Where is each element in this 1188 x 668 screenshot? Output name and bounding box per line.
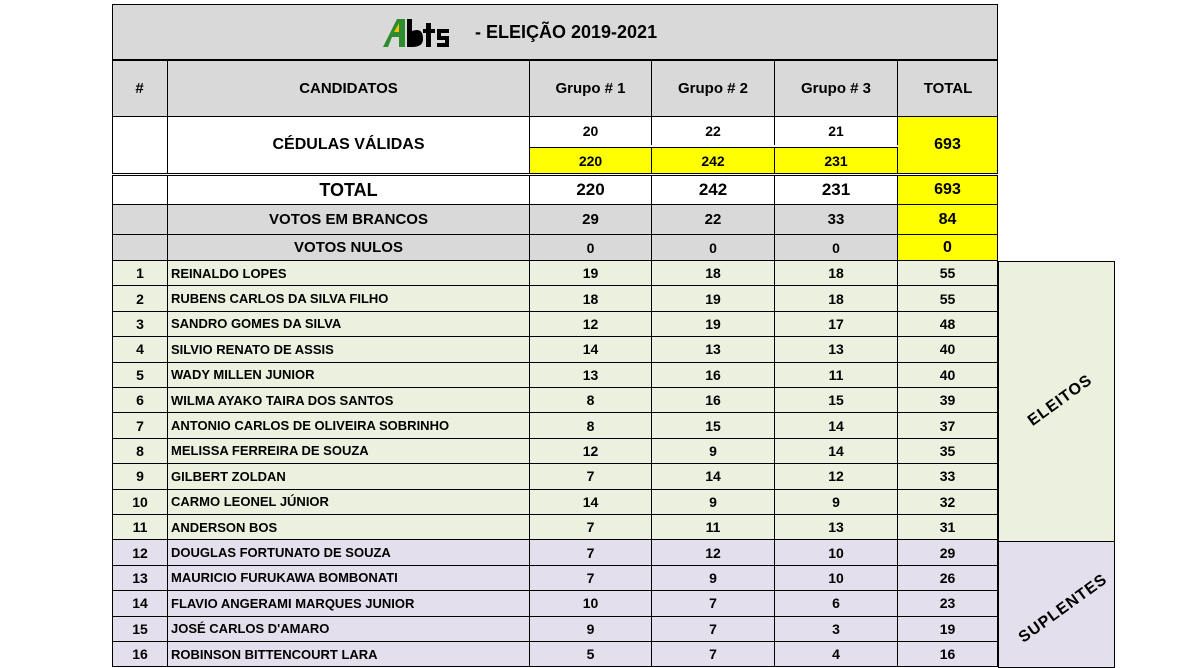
votes-grupo-2: 11 — [652, 515, 775, 540]
votes-total: 35 — [898, 439, 998, 464]
row-number: 8 — [112, 439, 168, 464]
cedulas-total: 693 — [898, 117, 997, 173]
nulos-total: 0 — [898, 235, 997, 260]
total-g1: 220 — [530, 175, 652, 205]
row-number: 5 — [112, 363, 168, 388]
title-bar — [112, 4, 998, 60]
row-number: 13 — [112, 566, 168, 591]
total-num — [112, 175, 168, 205]
row-number: 3 — [112, 312, 168, 337]
header-candidates: CANDIDATOS — [168, 60, 530, 117]
candidate-name: MAURICIO FURUKAWA BOMBONATI — [168, 566, 530, 591]
cedulas-g3-bottom: 231 — [775, 147, 898, 173]
votes-grupo-3: 10 — [775, 566, 898, 591]
nulos-g2: 0 — [652, 235, 775, 260]
candidate-name: REINALDO LOPES — [168, 261, 530, 286]
votes-grupo-3: 14 — [775, 439, 898, 464]
votes-grupo-1: 9 — [530, 617, 652, 642]
votes-grupo-1: 10 — [530, 591, 652, 616]
candidate-name: ANDERSON BOS — [168, 515, 530, 540]
votes-grupo-1: 14 — [530, 337, 652, 362]
votes-total: 29 — [898, 540, 998, 565]
votes-total: 26 — [898, 566, 998, 591]
votes-total: 23 — [898, 591, 998, 616]
row-number: 4 — [112, 337, 168, 362]
votes-total: 39 — [898, 388, 998, 413]
nulos-g1: 0 — [530, 235, 652, 260]
row-number: 16 — [112, 642, 168, 667]
votes-grupo-1: 7 — [530, 540, 652, 565]
votes-grupo-3: 18 — [775, 261, 898, 286]
nulos-g3: 0 — [775, 235, 898, 260]
abts-logo — [383, 15, 471, 49]
votes-total: 32 — [898, 490, 998, 515]
votes-grupo-2: 12 — [652, 540, 775, 565]
candidate-name: SANDRO GOMES DA SILVA — [168, 312, 530, 337]
votes-grupo-2: 13 — [652, 337, 775, 362]
nulos-num — [112, 235, 168, 260]
candidate-name: JOSÉ CARLOS D'AMARO — [168, 617, 530, 642]
votes-grupo-1: 7 — [530, 464, 652, 489]
row-number: 12 — [112, 540, 168, 565]
votes-grupo-2: 16 — [652, 363, 775, 388]
row-number: 15 — [112, 617, 168, 642]
votes-grupo-1: 18 — [530, 286, 652, 311]
candidate-name: ROBINSON BITTENCOURT LARA — [168, 642, 530, 667]
candidate-name: WADY MILLEN JUNIOR — [168, 363, 530, 388]
candidate-name: DOUGLAS FORTUNATO DE SOUZA — [168, 540, 530, 565]
votes-total: 31 — [898, 515, 998, 540]
suplentes-group — [998, 542, 1115, 668]
header-grupo-1: Grupo # 1 — [530, 60, 652, 117]
votes-grupo-1: 5 — [530, 642, 652, 667]
header-num: # — [112, 60, 168, 117]
votes-grupo-3: 11 — [775, 363, 898, 388]
votes-grupo-1: 12 — [530, 312, 652, 337]
votes-grupo-2: 7 — [652, 617, 775, 642]
candidate-name: MELISSA FERREIRA DE SOUZA — [168, 439, 530, 464]
votes-total: 55 — [898, 286, 998, 311]
candidate-name: ANTONIO CARLOS DE OLIVEIRA SOBRINHO — [168, 413, 530, 438]
votes-grupo-3: 14 — [775, 413, 898, 438]
votes-grupo-2: 9 — [652, 439, 775, 464]
cedulas-label: CÉDULAS VÁLIDAS — [168, 117, 530, 173]
votes-grupo-1: 8 — [530, 413, 652, 438]
votes-total: 55 — [898, 261, 998, 286]
brancos-label: VOTOS EM BRANCOS — [168, 205, 530, 234]
votes-grupo-3: 6 — [775, 591, 898, 616]
votes-grupo-2: 7 — [652, 591, 775, 616]
cedulas-g2-bottom: 242 — [652, 147, 775, 173]
total-label: TOTAL — [168, 175, 530, 205]
row-number: 6 — [112, 388, 168, 413]
cedulas-num — [112, 117, 168, 173]
votes-grupo-1: 13 — [530, 363, 652, 388]
votes-grupo-1: 19 — [530, 261, 652, 286]
votes-total: 19 — [898, 617, 998, 642]
nulos-label: VOTOS NULOS — [168, 235, 530, 260]
votes-grupo-2: 9 — [652, 490, 775, 515]
candidate-name: FLAVIO ANGERAMI MARQUES JUNIOR — [168, 591, 530, 616]
cedulas-g3-top: 21 — [775, 117, 898, 145]
suplentes-label: SUPLENTES — [1015, 570, 1111, 647]
candidate-name: SILVIO RENATO DE ASSIS — [168, 337, 530, 362]
eleitos-label: ELEITOS — [1024, 371, 1096, 430]
header-total: TOTAL — [923, 80, 973, 97]
cedulas-g2-top: 22 — [652, 117, 775, 145]
votes-grupo-3: 9 — [775, 490, 898, 515]
votes-total: 33 — [898, 464, 998, 489]
row-number: 1 — [112, 261, 168, 286]
votes-grupo-3: 12 — [775, 464, 898, 489]
votes-grupo-3: 3 — [775, 617, 898, 642]
row-number: 11 — [112, 515, 168, 540]
votes-grupo-1: 8 — [530, 388, 652, 413]
candidate-name: RUBENS CARLOS DA SILVA FILHO — [168, 286, 530, 311]
row-number: 2 — [112, 286, 168, 311]
votes-grupo-1: 7 — [530, 566, 652, 591]
total-g3: 231 — [775, 175, 898, 205]
candidate-name: WILMA AYAKO TAIRA DOS SANTOS — [168, 388, 530, 413]
votes-grupo-2: 16 — [652, 388, 775, 413]
votes-total: 48 — [898, 312, 998, 337]
brancos-g1: 29 — [530, 205, 652, 234]
brancos-g2: 22 — [652, 205, 775, 234]
votes-grupo-3: 13 — [775, 515, 898, 540]
votes-grupo-2: 9 — [652, 566, 775, 591]
votes-grupo-3: 4 — [775, 642, 898, 667]
brancos-num — [112, 205, 168, 234]
title-text: - ELEIÇÃO 2019-2021 — [475, 22, 658, 42]
row-number: 9 — [112, 464, 168, 489]
cedulas-g1-bottom: 220 — [530, 147, 652, 173]
brancos-total: 84 — [898, 205, 997, 234]
row-number: 10 — [112, 490, 168, 515]
votes-grupo-2: 15 — [652, 413, 775, 438]
votes-grupo-2: 19 — [652, 312, 775, 337]
candidate-name: GILBERT ZOLDAN — [168, 464, 530, 489]
votes-total: 16 — [898, 642, 998, 667]
votes-grupo-3: 15 — [775, 388, 898, 413]
row-number: 7 — [112, 413, 168, 438]
votes-grupo-3: 13 — [775, 337, 898, 362]
votes-grupo-1: 14 — [530, 490, 652, 515]
votes-grupo-2: 19 — [652, 286, 775, 311]
votes-grupo-3: 10 — [775, 540, 898, 565]
candidate-name: CARMO LEONEL JÚNIOR — [168, 490, 530, 515]
cedulas-g1-top: 20 — [530, 117, 652, 145]
votes-total: 40 — [898, 363, 998, 388]
brancos-g3: 33 — [775, 205, 898, 234]
header-grupo-3: Grupo # 3 — [775, 60, 898, 117]
votes-grupo-1: 7 — [530, 515, 652, 540]
votes-grupo-3: 17 — [775, 312, 898, 337]
logo-mark — [383, 15, 471, 49]
votes-grupo-1: 12 — [530, 439, 652, 464]
votes-grupo-2: 18 — [652, 261, 775, 286]
total-g2: 242 — [652, 175, 775, 205]
votes-grupo-2: 7 — [652, 642, 775, 667]
votes-total: 37 — [898, 413, 998, 438]
header-grupo-2: Grupo # 2 — [652, 60, 775, 117]
votes-total: 40 — [898, 337, 998, 362]
total-total: 693 — [898, 176, 997, 204]
votes-grupo-2: 14 — [652, 464, 775, 489]
votes-grupo-3: 18 — [775, 286, 898, 311]
eleitos-group — [998, 261, 1115, 542]
row-number: 14 — [112, 591, 168, 616]
